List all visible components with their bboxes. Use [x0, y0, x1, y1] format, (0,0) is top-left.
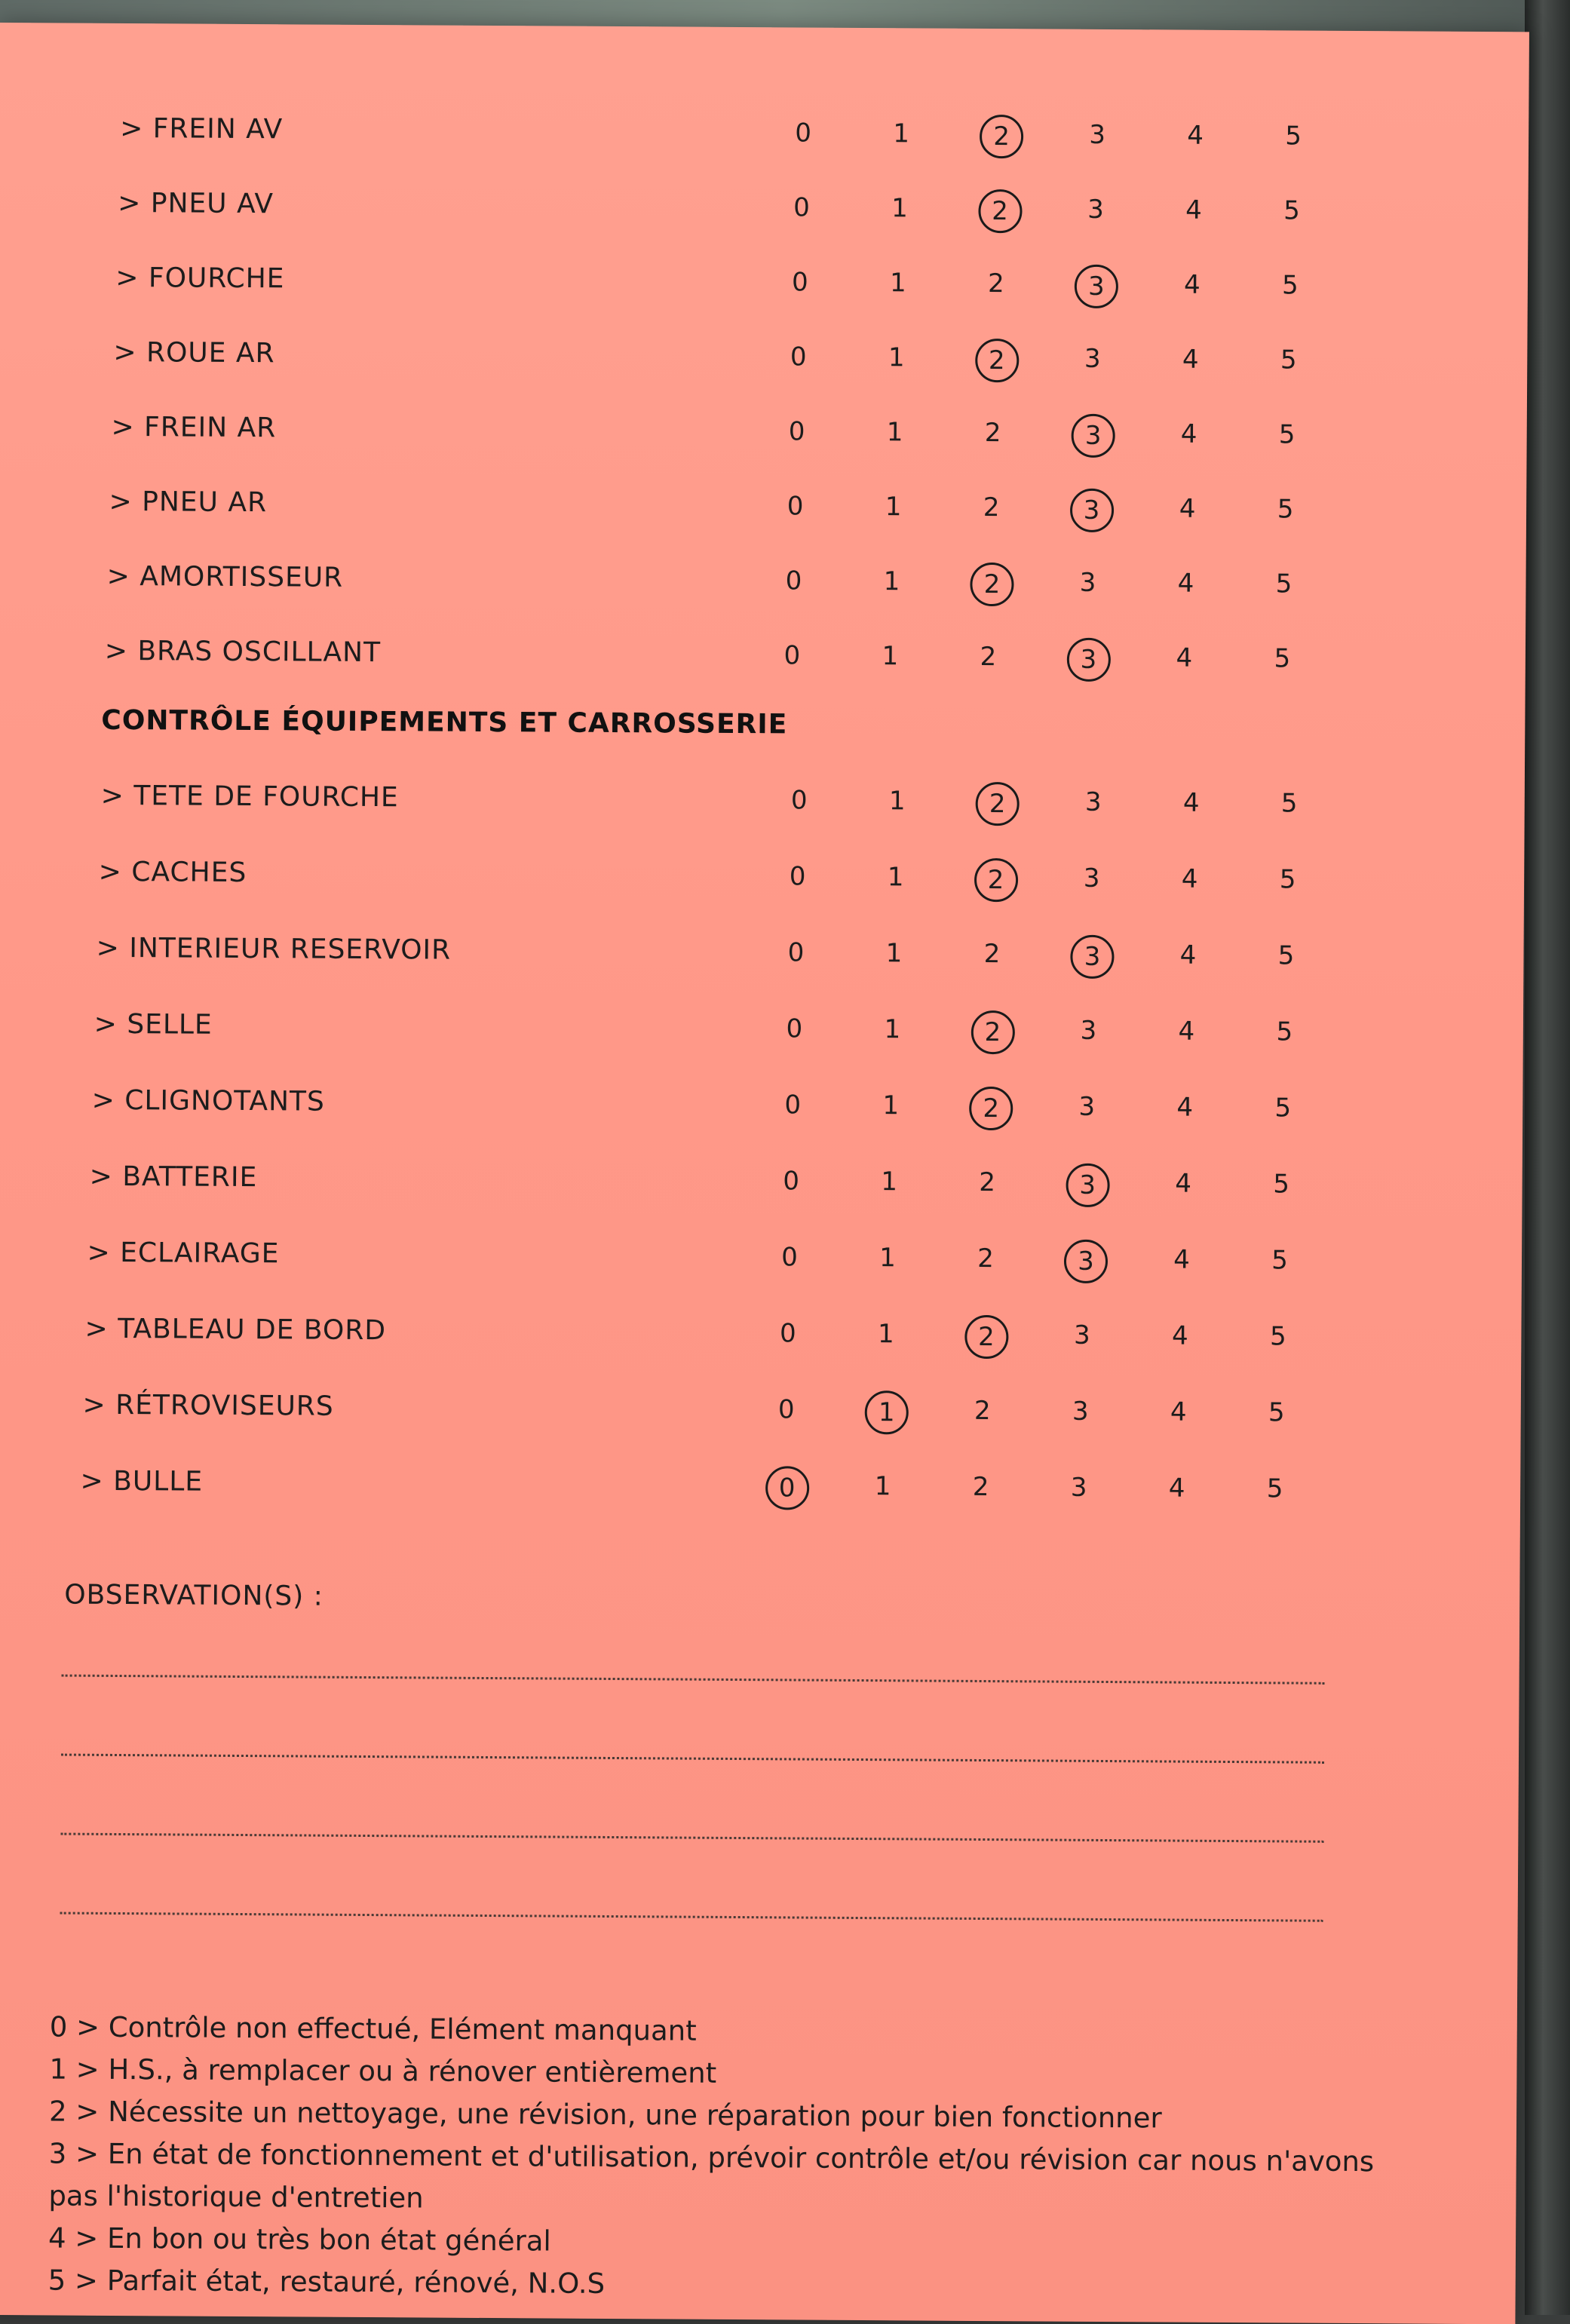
score-option[interactable]: 1: [888, 342, 905, 373]
score-option[interactable]: 4: [1175, 1168, 1192, 1199]
score-option[interactable]: 1: [879, 1243, 896, 1274]
legend-item: 5 > Parfait état, restauré, rénové, N.O.S: [48, 2264, 606, 2300]
score-option[interactable]: 0: [789, 861, 806, 892]
score-option-selected[interactable]: 2: [971, 1010, 1014, 1054]
score-option[interactable]: 1: [882, 1090, 900, 1121]
score-option[interactable]: 3: [1079, 567, 1096, 598]
score-option[interactable]: 0: [786, 1013, 803, 1044]
score-option[interactable]: 2: [977, 1243, 994, 1274]
score-option-selected[interactable]: 1: [865, 1390, 909, 1434]
score-option-selected[interactable]: 3: [1069, 489, 1113, 532]
row-label: > BATTERIE: [89, 1160, 258, 1194]
row-label: > RÉTROVISEURS: [82, 1389, 334, 1422]
checklist-row: [0, 994, 1427, 1063]
score-option[interactable]: 5: [1271, 1245, 1288, 1276]
score-option[interactable]: 4: [1176, 642, 1193, 673]
score-option[interactable]: 3: [1089, 119, 1106, 150]
score-option[interactable]: 1: [882, 641, 899, 672]
score-option[interactable]: 3: [1072, 1396, 1089, 1427]
score-option[interactable]: 0: [788, 416, 805, 447]
score-option[interactable]: 2: [979, 1167, 996, 1198]
row-label: > CACHES: [98, 856, 247, 889]
row-label: > ECLAIRAGE: [87, 1237, 280, 1270]
score-option[interactable]: 1: [886, 417, 903, 448]
score-option[interactable]: 1: [883, 566, 900, 597]
score-option-selected[interactable]: 2: [970, 563, 1013, 606]
legend-item: 4 > En bon ou très bon état général: [48, 2221, 551, 2258]
score-option[interactable]: 4: [1187, 120, 1204, 151]
score-option[interactable]: 2: [974, 1395, 991, 1427]
row-label: > BULLE: [80, 1465, 204, 1498]
score-option-selected[interactable]: 3: [1070, 935, 1114, 979]
row-label: > FOURCHE: [115, 262, 285, 295]
score-option-selected[interactable]: 3: [1064, 1240, 1108, 1283]
score-option[interactable]: 1: [881, 1167, 898, 1197]
row-label: > CLIGNOTANTS: [91, 1084, 325, 1118]
score-option[interactable]: 0: [787, 491, 804, 522]
score-option[interactable]: 5: [1277, 494, 1294, 525]
score-option[interactable]: 3: [1080, 1015, 1097, 1046]
score-option[interactable]: 0: [785, 566, 802, 596]
row-label: > FREIN AV: [120, 112, 284, 146]
checklist-row: [0, 621, 1429, 690]
checklist-row: [0, 1070, 1426, 1139]
score-option[interactable]: 4: [1178, 1016, 1195, 1047]
row-label: > AMORTISSEUR: [106, 560, 344, 593]
score-option[interactable]: 1: [885, 938, 903, 969]
score-option[interactable]: 4: [1182, 787, 1200, 818]
score-option-selected[interactable]: 2: [964, 1315, 1008, 1359]
checklist-row: [0, 1375, 1424, 1444]
score-option[interactable]: 4: [1173, 1244, 1190, 1275]
score-option[interactable]: 3: [1070, 1472, 1087, 1503]
inspection-sheet: [0, 23, 1529, 2324]
row-label: > ROUE AR: [113, 336, 275, 369]
score-option[interactable]: 5: [1274, 643, 1291, 674]
row-label: > FREIN AR: [111, 411, 277, 444]
score-option[interactable]: 3: [1078, 1091, 1096, 1122]
score-option[interactable]: 5: [1280, 788, 1298, 819]
score-option[interactable]: 2: [987, 268, 1004, 299]
legend-item: 3 > En état de fonctionnement et d'utilisation, prévoir contrôle et/ou révision car nous n'avons pas l'historique d'entretien: [48, 2137, 1375, 2215]
score-option[interactable]: 0: [781, 1242, 798, 1273]
score-option[interactable]: 5: [1275, 569, 1292, 599]
score-option[interactable]: 5: [1274, 1093, 1292, 1124]
legend-item: 2 > Nécessite un nettoyage, une révision, une réparation pour bien fonctionner: [48, 2095, 1162, 2135]
score-option[interactable]: 5: [1285, 121, 1302, 152]
score-option[interactable]: 1: [877, 1319, 894, 1350]
score-option-selected[interactable]: 2: [976, 782, 1020, 826]
score-option[interactable]: 4: [1179, 940, 1197, 970]
score-option[interactable]: 4: [1183, 269, 1200, 300]
score-option-selected[interactable]: 3: [1066, 638, 1110, 682]
score-option-selected[interactable]: 2: [980, 115, 1023, 158]
score-option[interactable]: 0: [791, 267, 808, 298]
score-option[interactable]: 3: [1084, 786, 1102, 817]
score-option[interactable]: 4: [1179, 493, 1196, 524]
rating-legend: [48, 2006, 1377, 2310]
observation-line: [62, 1675, 1325, 1685]
score-option[interactable]: 0: [795, 118, 812, 149]
score-option[interactable]: 1: [885, 492, 902, 523]
score-option[interactable]: 0: [793, 192, 810, 223]
score-option[interactable]: 4: [1177, 568, 1194, 599]
score-option[interactable]: 1: [891, 193, 908, 224]
checklist-row: [0, 1222, 1425, 1292]
observation-line: [60, 1833, 1323, 1843]
checklist-row: [0, 1146, 1426, 1216]
row-label: > INTERIEUR RESERVOIR: [96, 932, 452, 966]
score-option[interactable]: 5: [1273, 1169, 1290, 1200]
score-option[interactable]: 3: [1083, 863, 1100, 894]
checklist-row: [0, 842, 1427, 911]
score-option[interactable]: 4: [1182, 344, 1199, 375]
score-option[interactable]: 4: [1176, 1092, 1194, 1123]
score-option[interactable]: 3: [1073, 1320, 1090, 1351]
score-option[interactable]: 1: [888, 786, 906, 817]
row-label: > PNEU AR: [109, 486, 268, 519]
score-option[interactable]: 0: [790, 785, 808, 816]
score-option[interactable]: 5: [1269, 1321, 1286, 1352]
checklist-row: [0, 1298, 1425, 1368]
observation-line: [61, 1754, 1324, 1764]
score-option[interactable]: 0: [784, 1090, 802, 1121]
checklist-row: [0, 765, 1428, 835]
checklist-row: [0, 173, 1432, 242]
score-option-selected[interactable]: 0: [765, 1466, 808, 1510]
score-option-selected[interactable]: 2: [978, 189, 1022, 233]
score-option[interactable]: 4: [1170, 1397, 1187, 1427]
score-option[interactable]: 4: [1181, 863, 1198, 894]
score-option[interactable]: 0: [783, 1166, 800, 1197]
row-label: > TABLEAU DE BORD: [84, 1313, 387, 1347]
checklist-row: [0, 98, 1432, 167]
score-option[interactable]: 4: [1171, 1320, 1188, 1351]
row-label: > BRAS OSCILLANT: [104, 635, 382, 669]
row-label: > PNEU AV: [118, 187, 274, 220]
checklist-row: [0, 1451, 1424, 1520]
score-option[interactable]: 2: [972, 1471, 989, 1503]
score-option-selected[interactable]: 3: [1075, 265, 1118, 308]
score-option[interactable]: 3: [1084, 343, 1101, 374]
checklist-row: [0, 918, 1427, 987]
section-title: CONTRÔLE ÉQUIPEMENTS ET CARROSSERIE: [101, 704, 788, 740]
binder-edge: [1525, 0, 1570, 2315]
score-option[interactable]: 1: [889, 268, 906, 299]
score-option[interactable]: 0: [783, 640, 801, 671]
score-option[interactable]: 0: [779, 1318, 796, 1349]
score-option-selected[interactable]: 3: [1072, 414, 1115, 458]
score-option[interactable]: 2: [980, 641, 997, 673]
score-option[interactable]: 5: [1278, 419, 1296, 450]
row-label: > SELLE: [94, 1008, 213, 1041]
score-option[interactable]: 1: [893, 118, 910, 149]
score-option-selected[interactable]: 2: [974, 858, 1017, 902]
score-option[interactable]: 5: [1280, 345, 1297, 376]
row-label: > TETE DE FOURCHE: [100, 780, 399, 814]
score-option[interactable]: 0: [777, 1394, 795, 1425]
score-option-selected[interactable]: 3: [1066, 1164, 1109, 1207]
checklist-row: [0, 322, 1431, 391]
checklist-row: [0, 397, 1430, 466]
score-option-selected[interactable]: 2: [969, 1087, 1013, 1130]
score-option[interactable]: 4: [1185, 195, 1202, 225]
score-option-selected[interactable]: 2: [975, 339, 1019, 382]
score-option[interactable]: 5: [1277, 940, 1295, 971]
score-option[interactable]: 5: [1279, 864, 1296, 895]
score-option[interactable]: 1: [887, 862, 904, 893]
legend-item: 0 > Contrôle non effectué, Elément manquant: [49, 2010, 697, 2047]
score-option[interactable]: 0: [790, 342, 807, 373]
score-option[interactable]: 2: [984, 417, 1001, 449]
observations-label: OBSERVATION(S) :: [64, 1579, 324, 1612]
score-option[interactable]: 5: [1268, 1397, 1285, 1428]
score-option[interactable]: 5: [1266, 1473, 1283, 1504]
checklist-row: [0, 546, 1430, 615]
score-option[interactable]: 0: [787, 937, 805, 968]
score-option[interactable]: 4: [1168, 1473, 1185, 1504]
observation-line: [60, 1912, 1323, 1922]
score-option[interactable]: 3: [1087, 194, 1104, 225]
score-option[interactable]: 5: [1283, 195, 1300, 226]
legend-item: 1 > H.S., à remplacer ou à rénover entièrement: [49, 2053, 717, 2089]
score-option[interactable]: 1: [874, 1471, 891, 1502]
score-option[interactable]: 4: [1180, 419, 1197, 449]
score-option[interactable]: 2: [983, 492, 1000, 523]
score-option[interactable]: 5: [1276, 1016, 1293, 1047]
checklist-row: [0, 471, 1430, 541]
score-option[interactable]: 2: [983, 938, 1001, 970]
score-option[interactable]: 5: [1281, 270, 1299, 301]
score-option[interactable]: 1: [884, 1014, 901, 1045]
checklist-row: [0, 247, 1431, 317]
